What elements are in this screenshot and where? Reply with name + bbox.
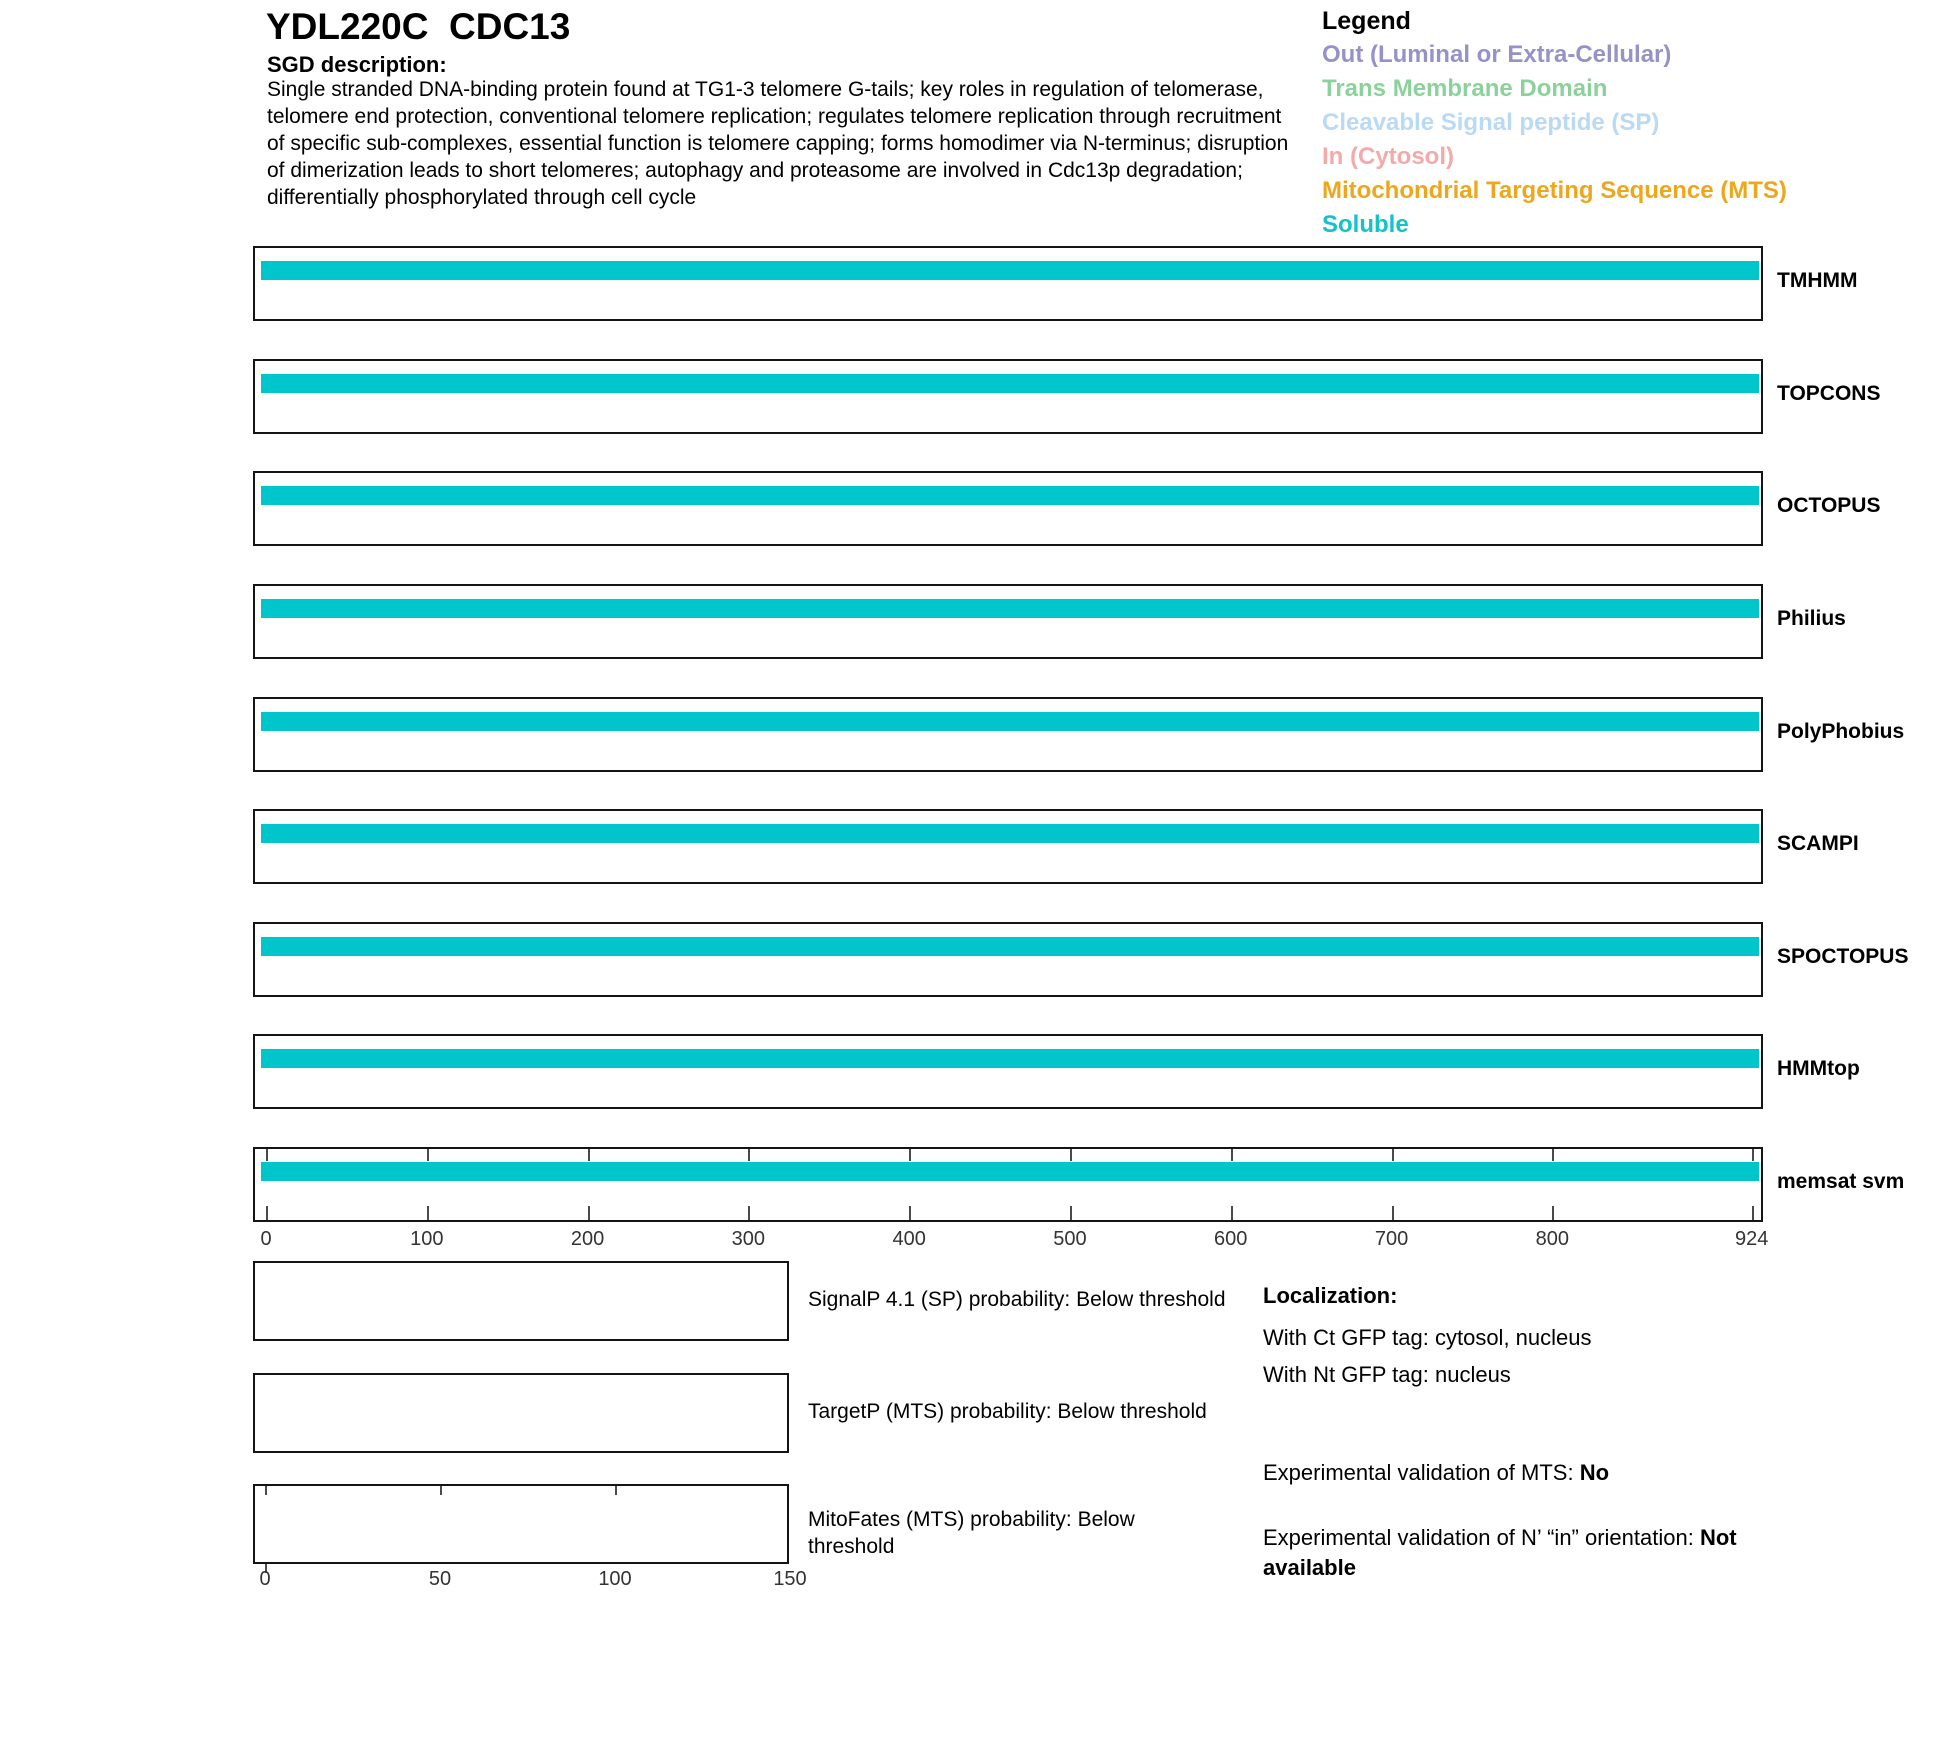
experimental-validation-text: Experimental validation of MTS:	[1263, 1460, 1580, 1485]
localization-line-1: With Nt GFP tag: nucleus	[1263, 1362, 1511, 1387]
sgd-description-line: of dimerization leads to short telomeres; autophagy and proteasome are involved in Cdc13p degradation;	[267, 159, 1243, 182]
track-label-spoctopus: SPOCTOPUS	[1777, 945, 1909, 968]
axis-tick-label: 100	[410, 1228, 444, 1250]
axis-tick-label: 600	[1214, 1228, 1248, 1250]
legend-title: Legend	[1322, 7, 1411, 35]
soluble-span-bar	[261, 937, 1759, 956]
axis-tick-label: 500	[1053, 1228, 1087, 1250]
axis-tick-bottom	[748, 1206, 750, 1220]
legend-item-trans-membrane: Trans Membrane Domain	[1322, 75, 1608, 102]
axis-tick-bottom	[427, 1206, 429, 1220]
legend-item-in-cytosol: In (Cytosol)	[1322, 143, 1454, 170]
axis-tick-label: 400	[892, 1228, 926, 1250]
axis-tick-bottom	[588, 1206, 590, 1220]
sgd-description-line: telomere end protection, conventional telomere replication; regulates telomere replication through recruitment	[267, 105, 1282, 128]
axis-tick-top	[588, 1149, 590, 1161]
soluble-span-bar	[261, 374, 1759, 393]
track-box-philius	[253, 584, 1763, 659]
probability-plot-box-1	[253, 1373, 789, 1453]
track-label-topcons: TOPCONS	[1777, 382, 1881, 405]
axis-tick-bottom	[266, 1206, 268, 1220]
soluble-span-bar	[261, 486, 1759, 505]
track-box-polyphobius	[253, 697, 1763, 772]
track-box-tmhmm	[253, 246, 1763, 321]
track-label-philius: Philius	[1777, 607, 1846, 630]
soluble-span-bar	[261, 261, 1759, 280]
sub-axis-tick-top	[440, 1486, 442, 1495]
axis-tick-bottom	[1070, 1206, 1072, 1220]
experimental-validation-value: No	[1579, 1460, 1610, 1485]
probability-plot-label-0: SignalP 4.1 (SP) probability: Below threshold	[808, 1288, 1226, 1311]
track-box-memsat-svm	[253, 1147, 1763, 1222]
sub-axis-tick-top	[615, 1486, 617, 1495]
sub-axis-tick-label: 0	[259, 1568, 271, 1590]
axis-tick-top	[427, 1149, 429, 1161]
track-label-scampi: SCAMPI	[1777, 832, 1859, 855]
localization-heading: Localization:	[1263, 1283, 1398, 1308]
page-title: YDL220C CDC13	[266, 6, 571, 47]
probability-plot-box-0	[253, 1261, 789, 1341]
axis-tick-bottom	[1752, 1206, 1754, 1220]
sgd-description-line: of specific sub-complexes, essential function is telomere capping; forms homodimer via N-terminus; disruption	[267, 132, 1289, 155]
experimental-validation-line-1	[1263, 1523, 1750, 1583]
axis-tick-top	[1752, 1149, 1754, 1161]
legend-item-soluble: Soluble	[1322, 211, 1409, 238]
axis-tick-label: 700	[1374, 1228, 1409, 1250]
axis-tick-label: 924	[1735, 1228, 1769, 1250]
localization-line-0: With Ct GFP tag: cytosol, nucleus	[1263, 1325, 1592, 1350]
sgd-description-line: differentially phosphorylated through cell cycle	[267, 186, 697, 209]
probability-plot-label-1: TargetP (MTS) probability: Below threshold	[808, 1400, 1207, 1423]
sub-axis-tick-top	[265, 1486, 267, 1495]
soluble-span-bar	[261, 824, 1759, 843]
axis-tick-bottom	[909, 1206, 911, 1220]
sgd-description-line: Single stranded DNA-binding protein found at TG1-3 telomere G-tails; key roles in regulation of telomerase,	[267, 78, 1264, 101]
legend	[1322, 4, 1787, 242]
track-box-spoctopus	[253, 922, 1763, 997]
experimental-validation-value: Not available	[1263, 1525, 1737, 1580]
track-box-octopus	[253, 471, 1763, 546]
soluble-span-bar	[261, 712, 1759, 731]
axis-tick-top	[266, 1149, 268, 1161]
track-label-polyphobius: PolyPhobius	[1777, 720, 1905, 743]
track-box-hmmtop	[253, 1034, 1763, 1109]
soluble-span-bar	[261, 1162, 1759, 1181]
probability-plot-box-2	[253, 1484, 789, 1564]
axis-tick-bottom	[1392, 1206, 1394, 1220]
soluble-span-bar	[261, 599, 1759, 618]
axis-tick-bottom	[1552, 1206, 1554, 1220]
axis-tick-top	[1392, 1149, 1394, 1161]
axis-tick-label: 300	[731, 1228, 766, 1250]
axis-tick-label: 200	[570, 1228, 605, 1250]
axis-tick-bottom	[1231, 1206, 1233, 1220]
legend-item-signal-peptide: Cleavable Signal peptide (SP)	[1322, 109, 1660, 136]
probability-plot-label-2: MitoFates (MTS) probability: Below threshold	[808, 1508, 1135, 1558]
experimental-validation-text: Experimental validation of N’ “in” orientation:	[1263, 1525, 1700, 1550]
sgd-description-heading: SGD description:	[267, 52, 447, 77]
axis-tick-top	[1552, 1149, 1554, 1161]
axis-tick-top	[1231, 1149, 1233, 1161]
legend-items	[1322, 38, 1787, 242]
axis-tick-top	[748, 1149, 750, 1161]
axis-tick-top	[909, 1149, 911, 1161]
sgd-description-text	[267, 76, 1288, 211]
track-box-scampi	[253, 809, 1763, 884]
axis-tick-label: 800	[1535, 1228, 1569, 1250]
track-label-memsat-svm: memsat svm	[1777, 1170, 1905, 1193]
sub-axis-tick-label: 50	[428, 1568, 452, 1590]
track-box-topcons	[253, 359, 1763, 434]
track-label-hmmtop: HMMtop	[1777, 1057, 1860, 1080]
legend-item-mts: Mitochondrial Targeting Sequence (MTS)	[1322, 177, 1787, 204]
legend-item-out: Out (Luminal or Extra-Cellular)	[1322, 41, 1672, 68]
track-label-tmhmm: TMHMM	[1777, 269, 1858, 292]
track-label-octopus: OCTOPUS	[1777, 494, 1881, 517]
axis-tick-label: 0	[260, 1228, 272, 1250]
axis-tick-top	[1070, 1149, 1072, 1161]
sub-axis-tick-label: 100	[598, 1568, 632, 1590]
sub-axis-tick-label: 150	[773, 1568, 807, 1590]
experimental-validation-line-0	[1263, 1458, 1750, 1488]
soluble-span-bar	[261, 1049, 1759, 1068]
